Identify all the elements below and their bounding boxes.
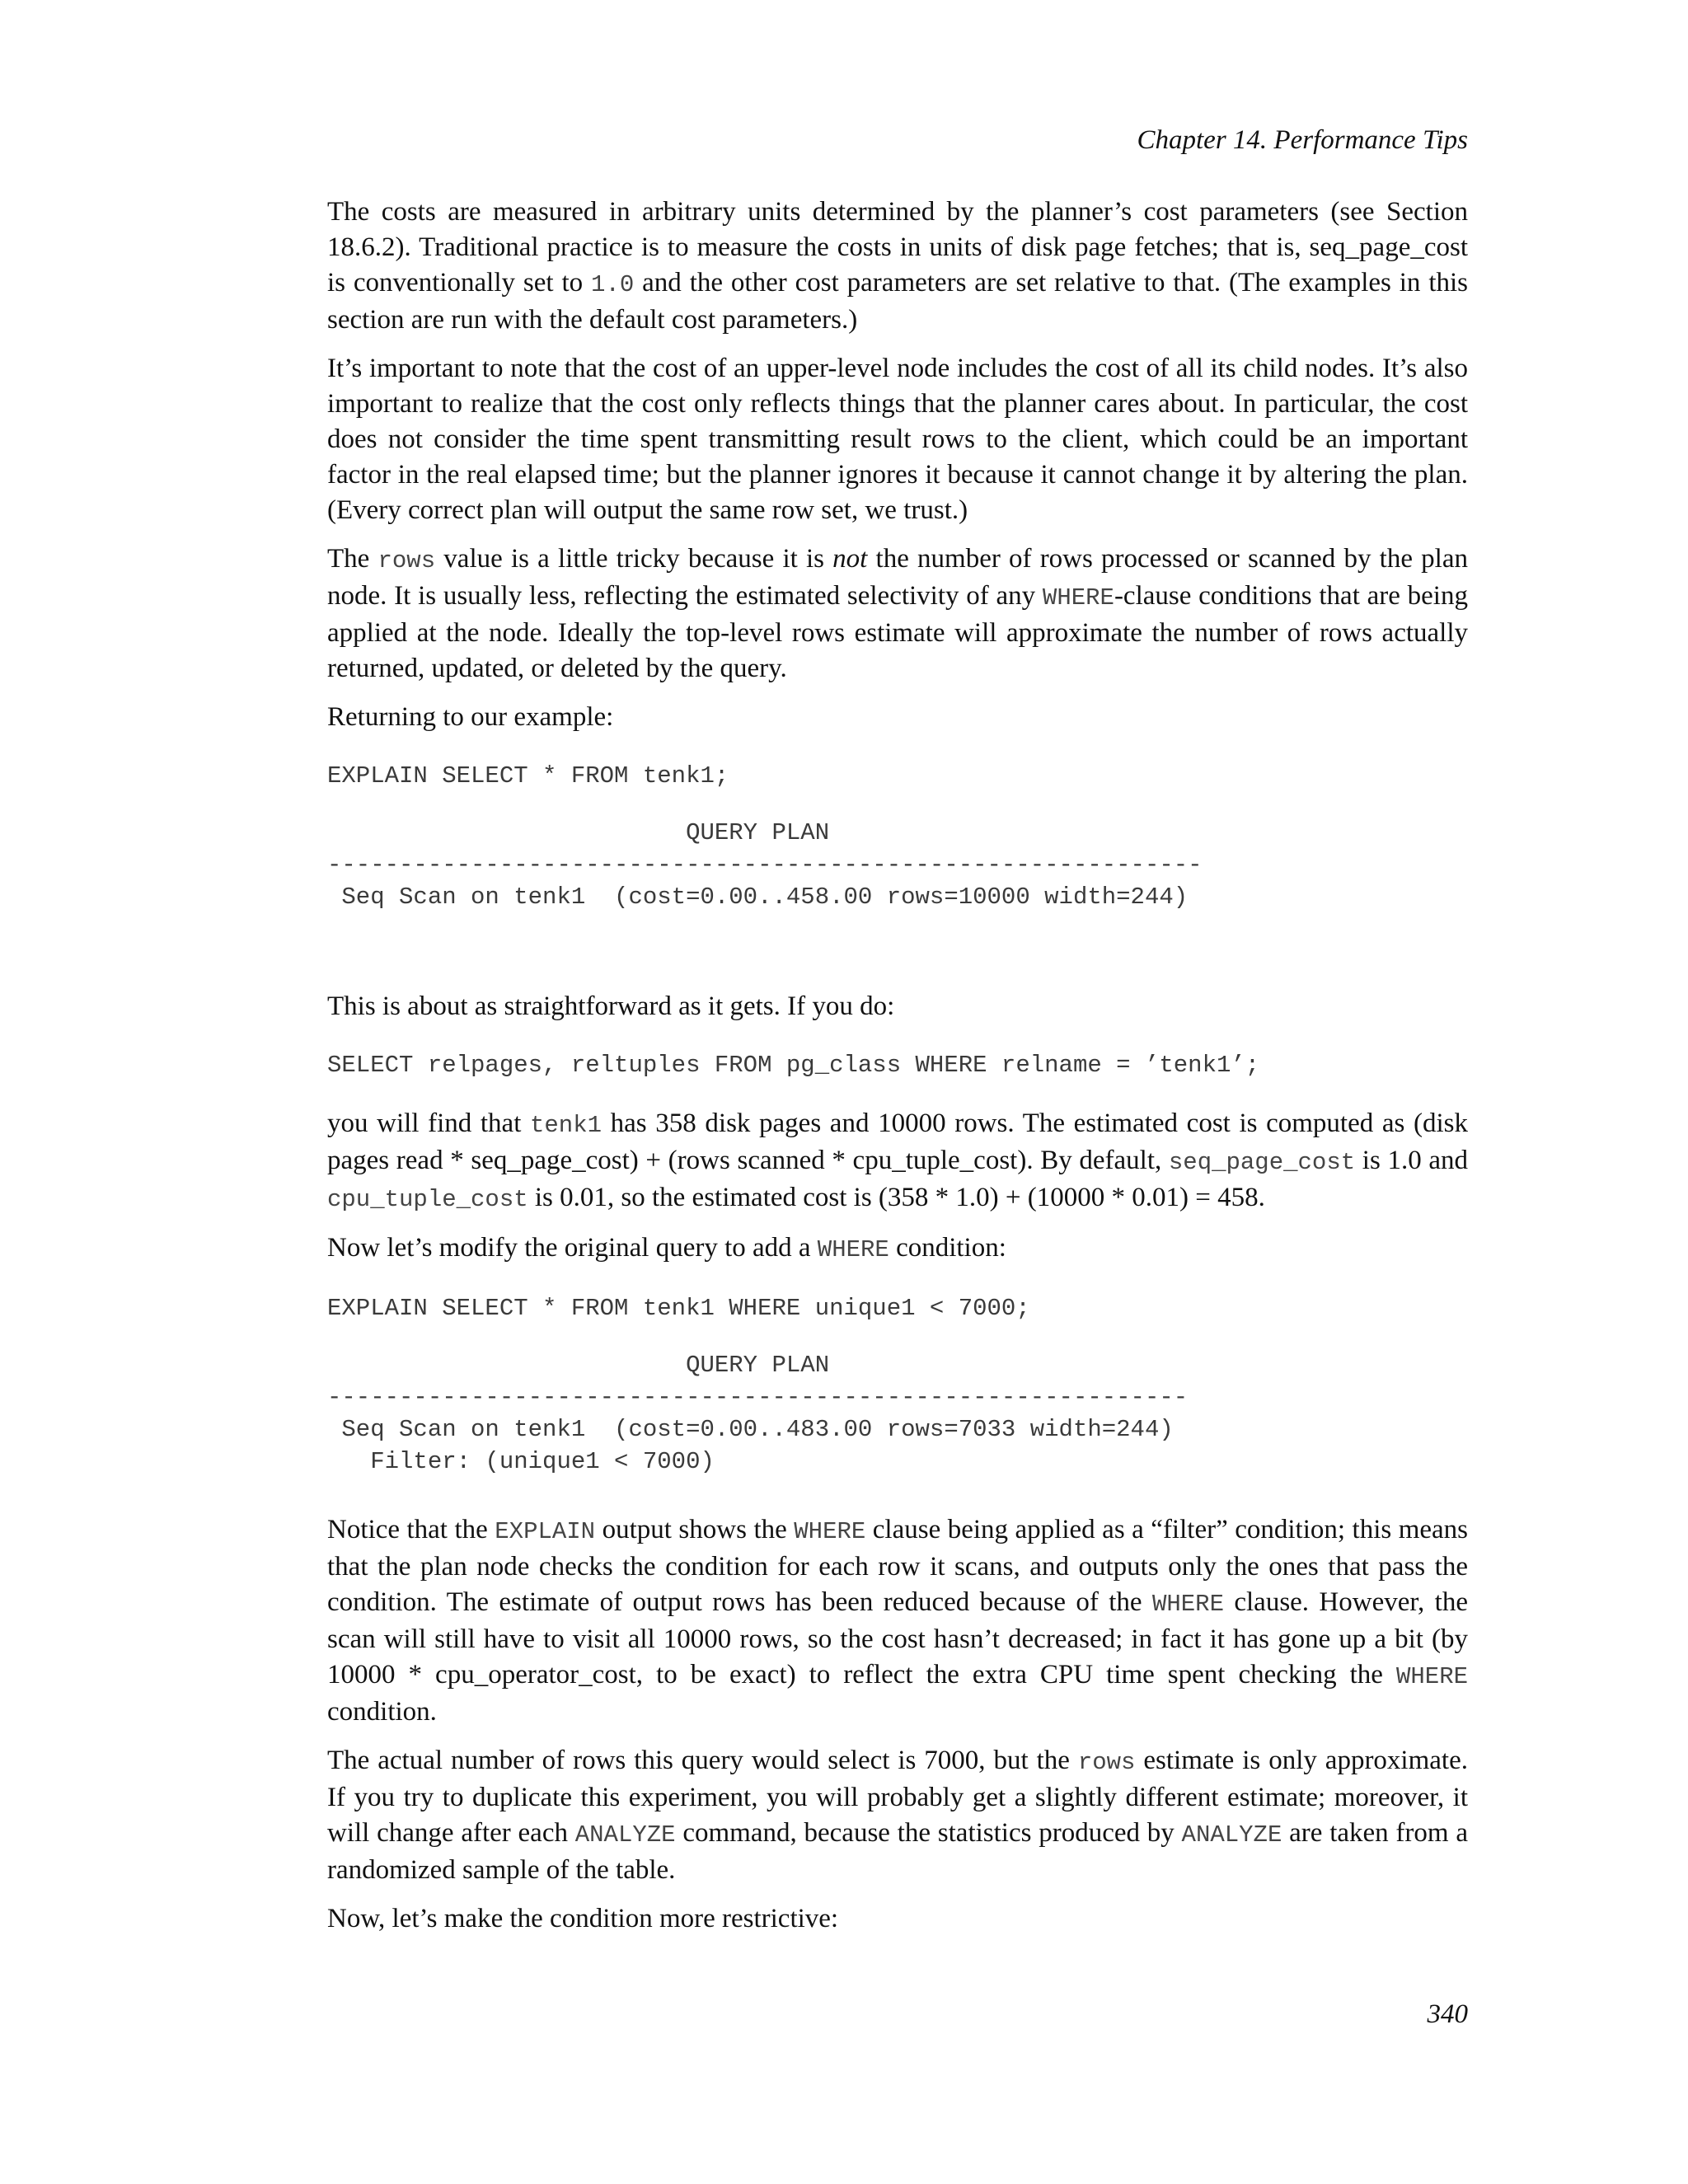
text-run: Now let’s modify the original query to add a: [327, 1233, 818, 1263]
inline-code: ANALYZE: [574, 1821, 676, 1849]
inline-code: WHERE: [817, 1236, 889, 1263]
paragraph-returning: Returning to our example:: [327, 702, 614, 732]
text-run: is 0.01, so the estimated cost is (358 * 1.0) + (10000 * 0.01) = 458.: [528, 1183, 1265, 1212]
paragraph-more-restrictive: Now, let’s make the condition more restrictive:: [327, 1904, 839, 1933]
text-run: value is a little tricky because it is: [435, 544, 833, 574]
code-explain-where-query: EXPLAIN SELECT * FROM tenk1 WHERE unique1 < 7000;: [327, 1295, 1030, 1322]
page-number: 340: [1427, 1999, 1468, 2029]
inline-code: WHERE: [1395, 1663, 1468, 1690]
paragraph-straightforward: This is about as straightforward as it gets. If you do:: [327, 991, 895, 1021]
code-select-relpages: SELECT relpages, reltuples FROM pg_class WHERE relname = ’tenk1’;: [327, 1052, 1260, 1079]
paragraph-modify-query: [327, 1230, 1468, 1268]
inline-code: WHERE: [1151, 1591, 1224, 1618]
running-header: Chapter 14. Performance Tips: [1137, 125, 1468, 155]
text-run: output shows the: [595, 1515, 795, 1544]
inline-code: rows: [1077, 1749, 1136, 1776]
text-run: condition.: [327, 1697, 437, 1727]
inline-code: rows: [377, 547, 436, 574]
code-explain-query: EXPLAIN SELECT * FROM tenk1;: [327, 762, 729, 790]
inline-code: tenk1: [530, 1112, 603, 1139]
paragraph-rows-value: [327, 541, 1468, 687]
text-run: the number of rows processed or scanned by the plan node. It is usually less, reflecting the estimated selectivity of any: [327, 544, 1468, 611]
paragraph-filter-notice: [327, 1512, 1468, 1730]
code-query-plan-filter: QUERY PLAN ------------------------------------------------------------ Seq Scan on tenk1 (cost=0.00..483.00 rows=7033 width=244) Filter: (unique1 < 7000): [327, 1352, 1189, 1475]
paragraph-upper-level-node: It’s important to note that the cost of an upper-level node includes the cost of all its child nodes. It’s also important to realize that the cost only reflects things that the planner cares about. In particular, the cost does not consider the time spent transmitting result rows to the client, which could be an important factor in the real elapsed time; but the planner ignores it because it cannot change it by altering the plan. (Every correct plan will output the same row set, we trust.): [327, 354, 1468, 525]
code-query-plan: QUERY PLAN ------------------------------------------------------------- Seq Scan on tenk1 (cost=0.00..458.00 rows=10000 width=244): [327, 819, 1203, 911]
page-body: [327, 194, 1468, 1950]
text-run: The actual number of rows this query would select is 7000, but the: [327, 1746, 1078, 1775]
text-run: clause being applied as a “filter” condition; this means that the plan node checks the condition for each row it scans, and outputs only the ones that pass the condition. The estimate of output rows has been reduced because of the: [327, 1515, 1469, 1617]
text-run: has 358 disk pages and 10000 rows. The estimated cost is computed as (disk pages read * seq_page_cost) + (rows scanned * cpu_tuple_cost). By default,: [327, 1108, 1468, 1175]
inline-code: WHERE: [1042, 584, 1114, 612]
text-run: and the other cost parameters are set relative to that. (The examples in this section are run with the default cost parameters.): [327, 268, 1469, 335]
text-run: estimate is only approximate. If you try to duplicate this experiment, you will probably get a slightly different estimate; moreover, it will change after each: [327, 1746, 1468, 1848]
inline-code: seq_page_cost: [1168, 1149, 1356, 1176]
text-run: The costs are measured in arbitrary units determined by the planner’s cost parameters (see Section 18.6.2). Traditional practice is to measure the costs in units of disk page fetches; that is, seq_page_cost is conventionally set to: [327, 197, 1468, 298]
inline-code: 1.0: [591, 271, 635, 298]
text-run: condition:: [889, 1233, 1006, 1263]
paragraph-cost-computation: [327, 1106, 1468, 1217]
text-run: -clause conditions that are being applied at the node. Ideally the top-level rows estimate will approximate the number of rows actually returned, updated, or deleted by the query.: [327, 581, 1468, 683]
text-run: is 1.0 and: [1355, 1146, 1468, 1175]
text-run: Notice that the: [327, 1515, 495, 1544]
inline-code: EXPLAIN: [495, 1518, 596, 1545]
paragraph-cost-units: [327, 194, 1468, 338]
text-run: clause. However, the scan will still have to visit all 10000 rows, so the cost hasn’t decreased; in fact it has gone up a bit (by 10000 * cpu_operator_cost, to be exact) to reflect the extra CPU time spent checking the: [327, 1587, 1468, 1690]
inline-code: WHERE: [794, 1518, 866, 1545]
paragraph-actual-rows: [327, 1743, 1468, 1888]
text-run: you will find that: [327, 1108, 530, 1138]
inline-code: cpu_tuple_cost: [327, 1186, 528, 1213]
text-run: The: [327, 544, 378, 574]
emphasis: not: [832, 544, 868, 574]
text-run: command, because the statistics produced by: [675, 1818, 1182, 1848]
inline-code: ANALYZE: [1181, 1821, 1282, 1849]
text-run: are taken from a randomized sample of the table.: [327, 1818, 1468, 1885]
